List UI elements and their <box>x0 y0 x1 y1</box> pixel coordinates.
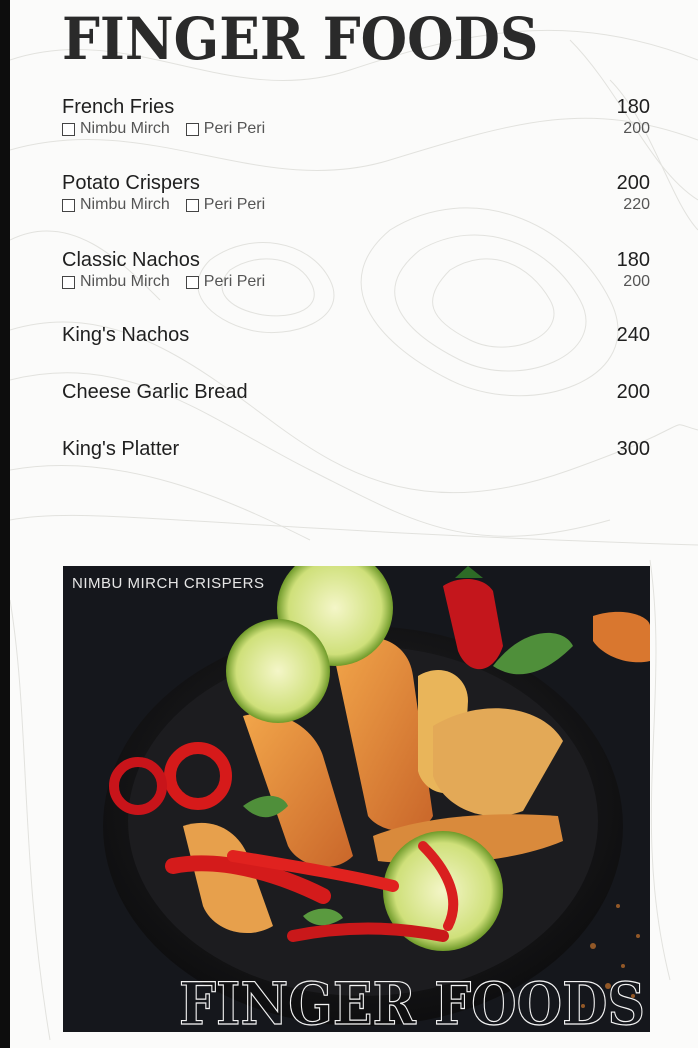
page-title: FINGER FOODS <box>62 5 539 73</box>
item-price-variant: 200 <box>623 120 650 137</box>
option-label: Nimbu Mirch <box>80 273 170 290</box>
option-group <box>62 273 281 291</box>
photo-title-outline: FINGER FOODS <box>179 970 646 1032</box>
checkbox-icon[interactable] <box>186 276 199 289</box>
checkbox-icon[interactable] <box>186 123 199 136</box>
item-name: French Fries <box>62 96 175 118</box>
option-nimbu-mirch[interactable] <box>62 196 170 214</box>
option-nimbu-mirch[interactable] <box>62 120 170 138</box>
option-label: Peri Peri <box>203 196 266 213</box>
item-name: King's Platter <box>62 438 180 460</box>
item-price: 180 <box>616 96 650 118</box>
item-price: 180 <box>616 249 650 271</box>
menu-item-kings-nachos <box>62 324 650 350</box>
item-price-variant: 200 <box>623 273 650 290</box>
checkbox-icon[interactable] <box>62 276 75 289</box>
option-peri-peri[interactable] <box>186 273 265 291</box>
food-illustration <box>63 566 650 1032</box>
option-label: Nimbu Mirch <box>80 120 170 137</box>
item-price: 300 <box>616 438 650 460</box>
option-group <box>62 120 281 138</box>
menu-item-french-fries <box>62 96 650 144</box>
food-photo <box>63 566 650 1032</box>
photo-caption: NIMBU MIRCH CRISPERS <box>72 575 265 592</box>
checkbox-icon[interactable] <box>186 199 199 212</box>
item-price: 240 <box>616 324 650 346</box>
option-nimbu-mirch[interactable] <box>62 273 170 291</box>
option-group <box>62 196 281 214</box>
item-price-variant: 220 <box>623 196 650 213</box>
item-name: King's Nachos <box>62 324 190 346</box>
menu-item-potato-crispers <box>62 172 650 220</box>
item-name: Classic Nachos <box>62 249 200 271</box>
checkbox-icon[interactable] <box>62 123 75 136</box>
item-price: 200 <box>616 381 650 403</box>
menu-item-classic-nachos <box>62 249 650 297</box>
option-label: Nimbu Mirch <box>80 196 170 213</box>
option-peri-peri[interactable] <box>186 120 265 138</box>
item-name: Potato Crispers <box>62 172 200 194</box>
checkbox-icon[interactable] <box>62 199 75 212</box>
left-edge-bar <box>0 0 10 1048</box>
option-peri-peri[interactable] <box>186 196 265 214</box>
option-label: Peri Peri <box>203 120 266 137</box>
item-name: Cheese Garlic Bread <box>62 381 248 403</box>
menu-item-cheese-garlic-bread <box>62 381 650 407</box>
item-price: 200 <box>616 172 650 194</box>
option-label: Peri Peri <box>203 273 266 290</box>
menu-item-kings-platter <box>62 438 650 464</box>
